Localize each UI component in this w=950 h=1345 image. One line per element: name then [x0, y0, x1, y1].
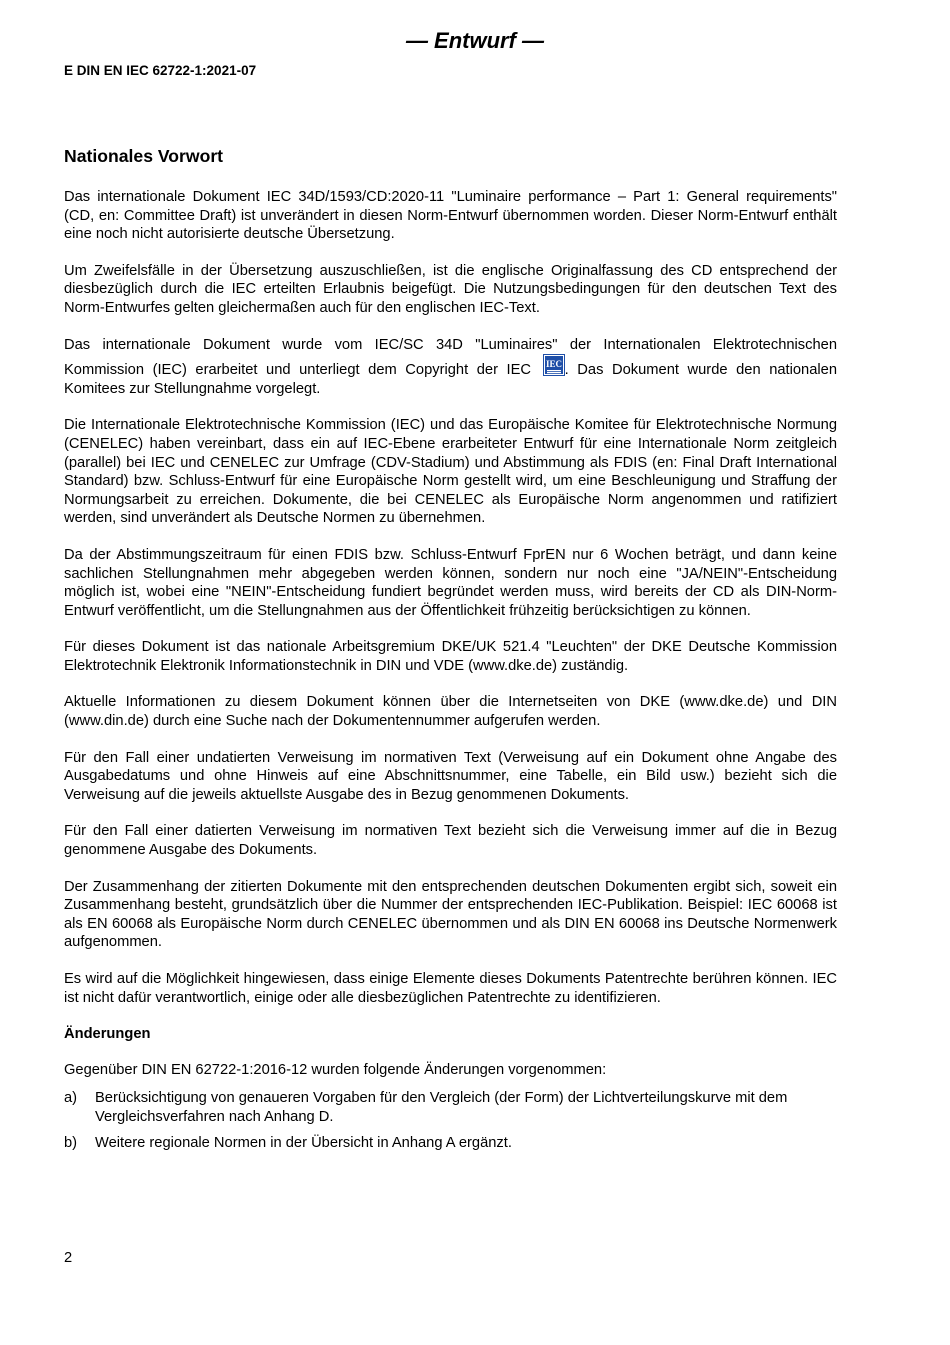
paragraph-3 [64, 336, 837, 399]
paragraph-5: Da der Abstimmungszeitraum für einen FDIS bzw. Schluss-Entwurf FprEN nur 6 Wochen beträgt, und dann keine sachlichen Stellungnahmen mehr abgegeben werden können, sondern nur noch eine "JA/NEIN"-Entscheidung möglich ist, wobei eine "NEIN"-Entscheidung fundiert begründet werden muss, wird bereits der CD als DIN-Norm-Entwurf veröffentlicht, um die Stellungnahmen aus der Öffentlichkeit frühzeitig berücksichtigen zu können. [64, 546, 837, 619]
iec-logo-icon [543, 354, 565, 376]
section-title: Nationales Vorwort [64, 146, 224, 166]
list-item [64, 1089, 837, 1126]
paragraph-2: Um Zweifelsfälle in der Übersetzung auszuschließen, ist die englische Originalfassung des CD entsprechend der diesbezüglich durch die IEC erteilten Erlaubnis beigefügt. Die Nutzungsbedingungen für den deutschen Text des Norm-Entwurfes gelten gleichermaßen auch für den englischen IEC-Text. [64, 262, 837, 316]
paragraph-3-text-after-logo: . Das Dokument wurde den nationalen Komitees zur Stellungnahme vorgelegt. [64, 362, 837, 397]
changes-intro: Gegenüber DIN EN 62722-1:2016-12 wurden folgende Änderungen vorgenommen: [64, 1061, 607, 1078]
paragraph-3-text-before-logo: Das internationale Dokument wurde vom IEC/SC 34D "Luminaires" der Internationalen Elektrotechnischen Kommission (IEC) erarbeitet und unterliegt dem Copyright der IEC [64, 336, 837, 379]
changes-list [64, 1089, 837, 1152]
paragraph-8: Für den Fall einer undatierten Verweisung im normativen Text (Verweisung auf ein Dokument ohne Angabe des Ausgabedatums und ohne Hinweis auf eine Abschnittsnummer, eine Tabelle, ein Bild usw.) bezieht sich die Verweisung auf die jeweils aktuellste Ausgabe des in Bezug genommenen Dokuments. [64, 749, 837, 803]
list-item-text: Berücksichtigung von genaueren Vorgaben für den Vergleich (der Form) der Lichtverteilungskurve mit dem Vergleichsverfahren nach Anhang D. [95, 1090, 788, 1125]
paragraph-11: Es wird auf die Möglichkeit hingewiesen, dass einige Elemente dieses Dokuments Patentrechte berühren können. IEC ist nicht dafür verantwortlich, einige oder alle diesbezüglichen Patentrechte zu identifizieren. [64, 971, 837, 1006]
list-item-text: Weitere regionale Normen in der Übersicht in Anhang A ergänzt. [95, 1134, 512, 1151]
page-number: 2 [64, 1250, 73, 1266]
paragraph-4: Die Internationale Elektrotechnische Kommission (IEC) und das Europäische Komitee für Elektrotechnische Normung (CENELEC) haben vereinbart, dass ein auf IEC-Ebene erarbeiteter Entwurf für eine Internationale Norm zeitgleich (parallel) bei IEC und CENELEC zur Umfrage (CDV-Stadium) und Abstimmung als FDIS (en: Final Draft International Standard) bzw. Schluss-Entwurf für eine Europäische Norm gestellt wird, um eine Beschleunigung und Straffung der Normungsarbeit zu erreichen. Dokumente, die bei CENELEC als Europäische Norm angenommen und ratifiziert werden, sind unverändert als Deutsche Normen zu übernehmen. [64, 417, 837, 527]
list-item [64, 1134, 837, 1153]
iec-logo-text: IEC [545, 359, 562, 370]
draft-banner: — Entwurf — [405, 28, 545, 53]
list-item-marker: b) [64, 1134, 78, 1151]
list-item-marker: a) [64, 1090, 78, 1107]
paragraph-6: Für dieses Dokument ist das nationale Arbeitsgremium DKE/UK 521.4 "Leuchten" der DKE Deutsche Kommission Elektrotechnik Elektronik Informationstechnik in DIN und VDE (www.dke.de) zuständig. [64, 639, 837, 674]
paragraph-7: Aktuelle Informationen zu diesem Dokument können über die Internetseiten von DKE (www.dke.de) und DIN (www.din.de) durch eine Suche nach der Dokumentennummer aufgerufen werden. [64, 694, 837, 730]
paragraph-10: Der Zusammenhang der zitierten Dokumente mit den entsprechenden deutschen Dokumenten ergibt sich, soweit ein Zusammenhang besteht, grundsätzlich über die Nummer der entsprechenden IEC-Publikation. Beispiel: IEC 60068 ist als EN 60068 als Europäische Norm durch CENELEC übernommen und als DIN EN 60068 ins Deutsche Normenwerk aufgenommen. [64, 878, 837, 951]
document-id: E DIN EN IEC 62722-1:2021-07 [64, 63, 257, 78]
paragraph-9: Für den Fall einer datierten Verweisung im normativen Text bezieht sich die Verweisung immer auf die in Bezug genommene Ausgabe des Dokuments. [64, 823, 837, 859]
document-body [64, 145, 837, 1159]
changes-title: Änderungen [64, 1026, 151, 1043]
paragraph-1: Das internationale Dokument IEC 34D/1593/CD:2020-11 "Luminaire performance – Part 1: General requirements" (CD, en: Committee Draft) ist unverändert in diesen Norm-Entwurf übernommen worden. Dieser Norm-Entwurf enthält eine noch nicht autorisierte deutsche Übersetzung. [64, 189, 837, 243]
